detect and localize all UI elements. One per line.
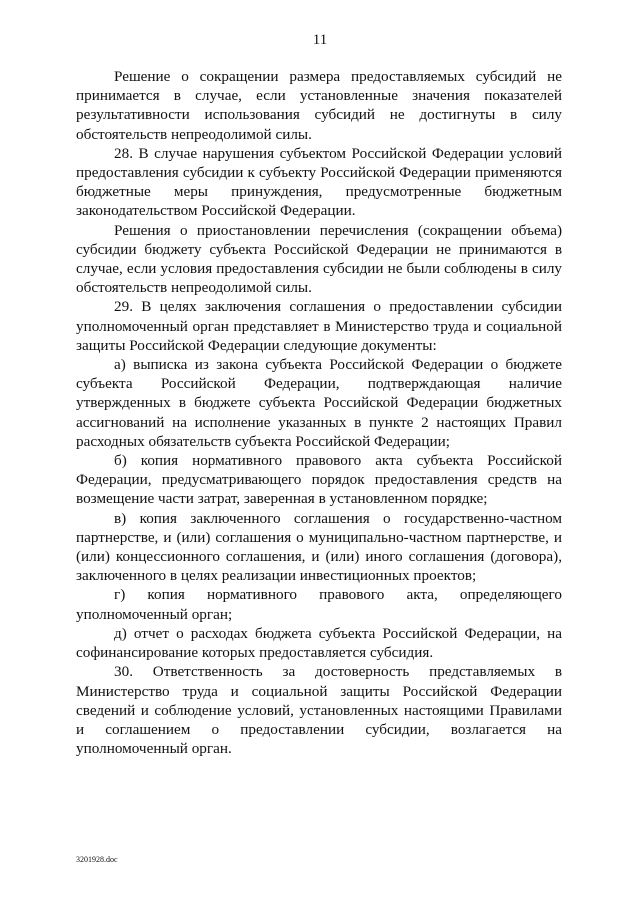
paragraph-29-a: а) выписка из закона субъекта Российской Федерации о бюджете субъекта Российской Федерации, подтверждающая наличие утвержденных в бюджете субъекта Российской Федерации бюджетных ассигнований на исполнение указанных в пункте 2 настоящих Правил расходных обязательств субъекта Российской Федерации; — [76, 356, 562, 450]
document-body — [76, 67, 562, 758]
paragraph-29-d: д) отчет о расходах бюджета субъекта Российской Федерации, на софинансирование которых предоставляется субсидия. — [76, 624, 562, 662]
paragraph-suspension-decisions: Решения о приостановлении перечисления (сокращении объема) субсидии бюджету субъекта Российской Федерации не принимаются в случае, если условия предоставления субсидии не были соблюдены в силу обстоятельств непреодолимой силы. — [76, 221, 562, 297]
page-number: 11 — [312, 32, 328, 48]
paragraph-29-v: в) копия заключенного соглашения о государственно-частном партнерстве, и (или) соглашения о муниципально-частном партнерстве, и (или) концессионного соглашения, и (или) иного соглашения (договора), заключенного в целях реализации инвестиционных проектов; — [76, 509, 562, 585]
paragraph-29: 29. В целях заключения соглашения о предоставлении субсидии уполномоченный орган представляет в Министерство труда и социальной защиты Российской Федерации следующие документы: — [76, 298, 562, 354]
footer-filename: 3201928.doc — [76, 855, 118, 864]
paragraph-30: 30. Ответственность за достоверность представляемых в Министерство труда и социальной защиты Российской Федерации сведений и соблюдение условий, установленных настоящими Правилами и соглашением о предоставлении субсидии, возлагается на уполномоченный орган. — [76, 663, 562, 758]
paragraph-29-g: г) копия нормативного правового акта, определяющего уполномоченный орган; — [76, 586, 562, 623]
paragraph-28: 28. В случае нарушения субъектом Российской Федерации условий предоставления субсидии к субъекту Российской Федерации применяются бюджетные меры принуждения, предусмотренные бюджетным законодательством Российской Федерации. — [76, 144, 562, 220]
paragraph-decision-reduction: Решение о сокращении размера предоставляемых субсидий не принимается в случае, если установленные значения показателей результативности использования субсидий не достигнуты в силу обстоятельств непреодолимой силы. — [76, 68, 562, 143]
paragraph-29-b: б) копия нормативного правового акта субъекта Российской Федерации, предусматривающего порядок предоставления средств на возмещение части затрат, заверенная в установленном порядке; — [76, 452, 562, 508]
